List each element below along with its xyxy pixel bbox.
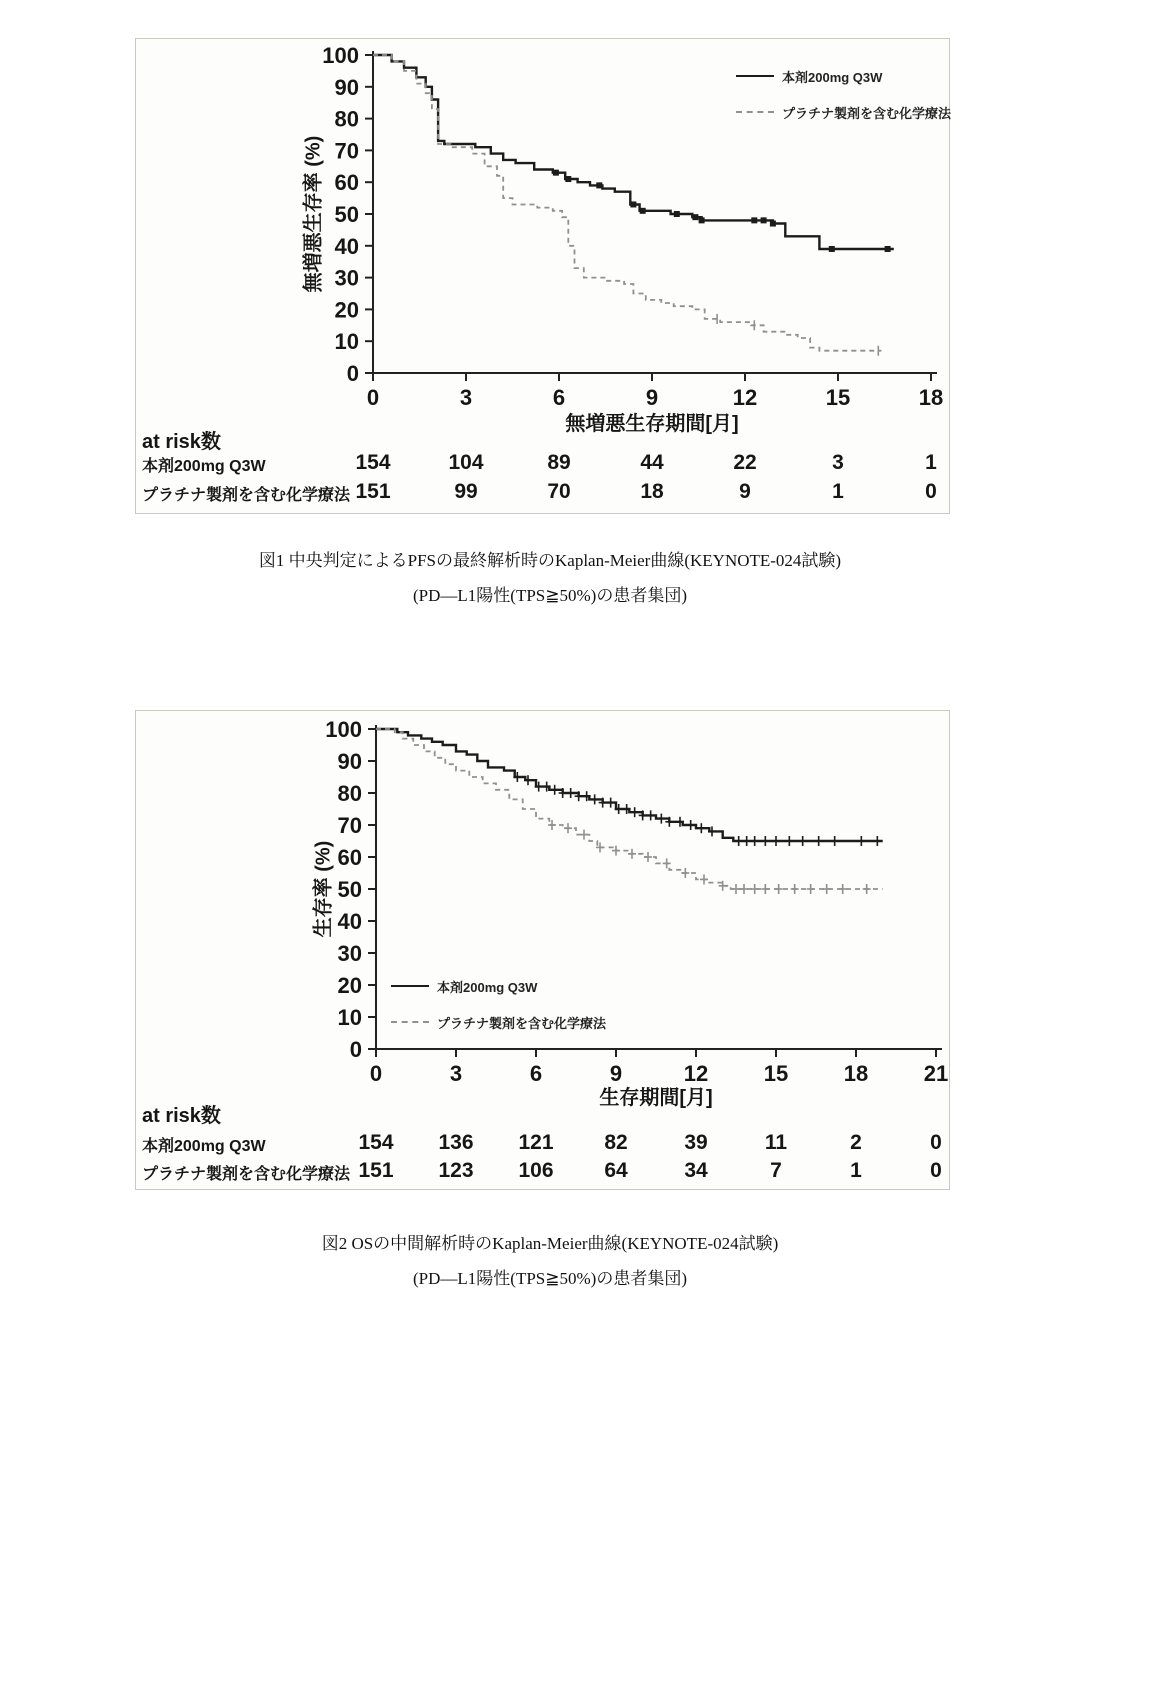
at-risk-row-pembrolizumab [136,451,949,477]
svg-text:100: 100 [325,717,362,742]
at-risk-count: 2 [850,1131,862,1154]
at-risk-count: 9 [739,480,751,503]
svg-text:60: 60 [337,845,362,870]
at-risk-count: 3 [832,451,844,474]
legend-label-chemotherapy: プラチナ製剤を含む化学療法 [437,1015,607,1031]
svg-text:9: 9 [645,385,659,410]
legend-entry-pembrolizumab [736,65,951,87]
at-risk-header: at risk数 [142,431,221,453]
at-risk-count: 99 [454,480,478,503]
svg-text:10: 10 [337,1005,362,1030]
svg-text:0: 0 [366,385,380,410]
figure2-caption-line2: (PD—L1陽性(TPS≧50%)の患者集団) [413,1269,687,1288]
at-risk-count: 82 [604,1131,628,1154]
svg-text:6: 6 [552,385,566,410]
at-risk-row-label: 本剤200mg Q3W [142,458,266,475]
at-risk-count: 123 [438,1159,474,1182]
svg-text:50: 50 [337,877,362,902]
legend-entry-chemotherapy [391,1011,606,1033]
at-risk-count: 154 [355,451,391,474]
at-risk-count: 106 [518,1159,554,1182]
svg-text:70: 70 [337,813,362,838]
legend-label-pembrolizumab: 本剤200mg Q3W [782,69,883,85]
at-risk-count: 0 [925,480,937,503]
os-legend [391,975,606,1047]
svg-text:9: 9 [609,1061,623,1086]
svg-text:3: 3 [449,1061,463,1086]
svg-text:21: 21 [923,1061,949,1086]
at-risk-count: 0 [930,1131,942,1154]
figure-1-pfs-km [135,38,950,514]
svg-text:0: 0 [369,1061,383,1086]
svg-text:20: 20 [334,297,359,323]
svg-text:50: 50 [334,202,359,227]
svg-text:30: 30 [334,265,359,291]
figure1-caption-line1: 図1 中央判定によるPFSの最終解析時のKaplan-Meier曲線(KEYNOTE-024試験) [258,551,842,570]
at-risk-row-pembrolizumab [136,1131,949,1157]
figure2-caption-line1: 図2 OSの中間解析時のKaplan-Meier曲線(KEYNOTE-024試験) [321,1234,779,1253]
pfs-y-axis-title: 無増悪生存率 (%) [302,135,325,293]
svg-text:18: 18 [843,1061,869,1086]
at-risk-count: 89 [547,451,571,474]
at-risk-count: 154 [358,1131,394,1154]
svg-text:15: 15 [763,1061,789,1086]
legend-entry-pembrolizumab [391,975,606,997]
os-km-chart [136,711,951,1191]
svg-text:90: 90 [334,74,359,100]
figure1-caption-line2: (PD—L1陽性(TPS≧50%)の患者集団) [413,586,687,605]
at-risk-count: 44 [640,451,664,474]
at-risk-count: 121 [518,1131,554,1154]
at-risk-count: 64 [604,1159,628,1182]
svg-text:80: 80 [334,106,359,132]
svg-text:40: 40 [337,909,362,934]
solid-line-sample-icon [736,75,774,77]
at-risk-count: 1 [850,1159,862,1182]
svg-text:12: 12 [683,1061,709,1086]
svg-text:3: 3 [459,385,473,410]
at-risk-count: 136 [438,1131,474,1154]
at-risk-row-chemotherapy [136,1159,949,1185]
svg-text:0: 0 [349,1037,362,1062]
at-risk-row-label: 本剤200mg Q3W [142,1138,266,1155]
at-risk-count: 0 [930,1159,942,1182]
svg-text:80: 80 [337,781,362,806]
at-risk-row-label: プラチナ製剤を含む化学療法 [142,487,351,504]
at-risk-count: 104 [448,451,484,474]
at-risk-count: 39 [684,1131,708,1154]
dashed-line-sample-icon [736,111,774,113]
svg-text:30: 30 [337,941,362,966]
os-x-axis-title: 生存期間[月] [599,1087,713,1109]
at-risk-count: 1 [832,480,844,503]
svg-text:90: 90 [337,749,362,774]
svg-text:6: 6 [529,1061,543,1086]
pfs-x-axis-title: 無増悪生存期間[月] [565,413,739,435]
svg-text:70: 70 [334,138,359,164]
at-risk-count: 18 [640,480,664,503]
at-risk-count: 7 [770,1159,782,1182]
svg-text:100: 100 [322,43,359,68]
at-risk-header: at risk数 [142,1105,221,1127]
svg-text:20: 20 [337,973,362,998]
at-risk-count: 11 [764,1131,788,1154]
svg-text:60: 60 [334,170,359,196]
svg-text:18: 18 [918,385,944,410]
at-risk-count: 34 [684,1159,708,1182]
at-risk-count: 151 [358,1159,394,1182]
legend-label-chemotherapy: プラチナ製剤を含む化学療法 [782,105,952,121]
at-risk-count: 70 [547,480,571,503]
at-risk-count: 151 [355,480,391,503]
svg-text:12: 12 [732,385,758,410]
svg-text:15: 15 [825,385,851,410]
figure-2-os-km [135,710,950,1190]
at-risk-row-label: プラチナ製剤を含む化学療法 [142,1166,351,1183]
at-risk-count: 22 [733,451,757,474]
pfs-legend [736,65,951,137]
legend-label-pembrolizumab: 本剤200mg Q3W [437,979,538,995]
svg-text:40: 40 [334,233,359,259]
at-risk-row-chemotherapy [136,480,949,506]
solid-line-sample-icon [391,985,429,987]
svg-text:0: 0 [346,361,359,386]
legend-entry-chemotherapy [736,101,951,123]
svg-text:10: 10 [334,329,359,355]
at-risk-count: 1 [925,451,937,474]
os-y-axis-title: 生存率 (%) [312,840,335,938]
dashed-line-sample-icon [391,1021,429,1023]
